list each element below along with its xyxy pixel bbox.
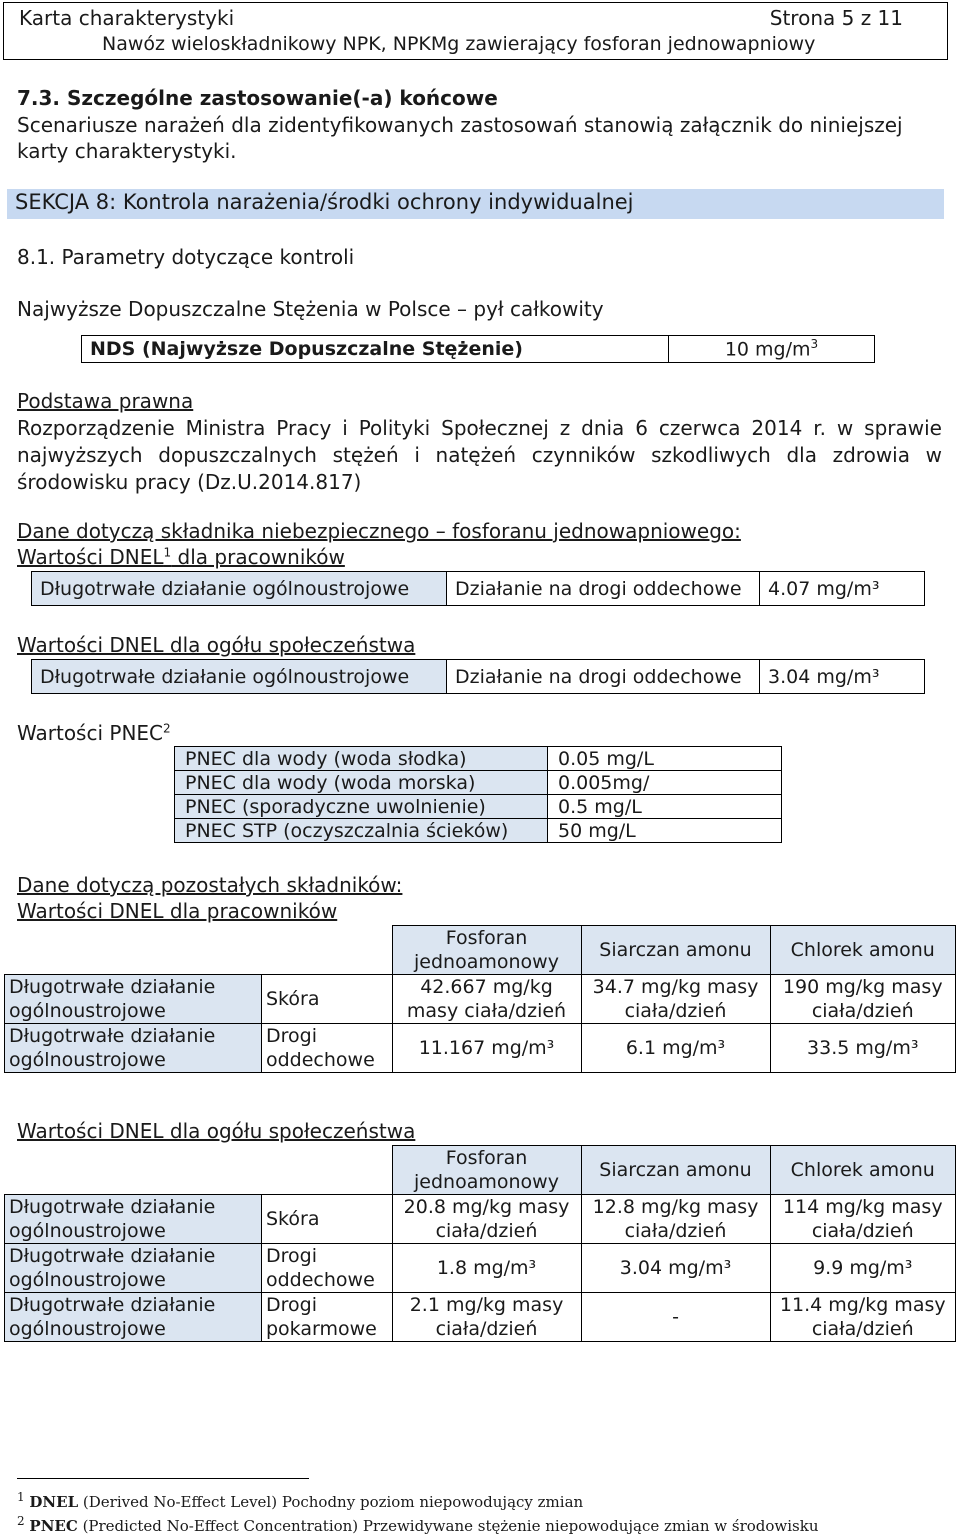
value-cell: 3.04 mg/m³ xyxy=(581,1244,770,1293)
effect-cell: Długotrwałe działanie ogólnoustrojowe xyxy=(5,1024,262,1073)
dnel-public-heading: Wartości DNEL dla ogółu społeczeństwa xyxy=(17,633,416,657)
hazardous-heading: Dane dotyczą składnika niebezpiecznego – fosforanu jednowapniowego: xyxy=(17,519,741,543)
dnel-workers-suffix: dla pracowników xyxy=(171,545,345,569)
pnec-label-cell: PNEC STP (oczyszczalnia ścieków) xyxy=(175,819,548,843)
nds-value-cell xyxy=(669,336,875,363)
table-row xyxy=(32,660,925,694)
footnote-2 xyxy=(17,1514,819,1535)
section-8-banner xyxy=(7,189,944,219)
effect-cell: Długotrwałe działanie ogólnoustrojowe xyxy=(5,1293,262,1342)
table-row xyxy=(175,747,782,771)
column-header: Siarczan amonu xyxy=(581,1146,770,1195)
route-cell: Skóra xyxy=(262,975,393,1024)
footnote-1 xyxy=(17,1490,583,1511)
value-cell: 114 mg/kg masy ciała/dzień xyxy=(770,1195,956,1244)
effect-cell: Długotrwałe działanie ogólnoustrojowe xyxy=(5,975,262,1024)
column-header: Fosforan jednoamonowy xyxy=(392,926,581,975)
pnec-value-cell: 0.005mg/ xyxy=(548,771,782,795)
section-8-title: SEKCJA 8: Kontrola narażenia/środki ochrony indywidualnej xyxy=(15,190,634,214)
value-cell: 11.167 mg/m³ xyxy=(392,1024,581,1073)
footnote-text: (Derived No-Effect Level) Pochodny poziom niepowodujący zmian xyxy=(78,1493,584,1511)
legal-basis-text: Rozporządzenie Ministra Pracy i Polityki Społecznej z dnia 6 czerwca 2014 r. w sprawie najwyższych dopuszczalnych stężeń i natężeń czynników szkodliwych dla zdrowia w środowisku pracy (Dz.U.2014.817) xyxy=(17,416,942,494)
value-cell: 6.1 mg/m³ xyxy=(581,1024,770,1073)
route-cell: Skóra xyxy=(262,1195,393,1244)
dnel-workers-heading xyxy=(17,545,345,569)
table-row xyxy=(5,1244,956,1293)
others-public-heading: Wartości DNEL dla ogółu społeczeństwa xyxy=(17,1119,416,1143)
footnote-number: 1 xyxy=(17,1490,25,1504)
table-header-row xyxy=(5,1146,956,1195)
value-cell: - xyxy=(581,1293,770,1342)
footnote-ref-2: 2 xyxy=(163,721,171,736)
nds-label: NDS (Najwyższe Dopuszczalne Stężenie) xyxy=(82,336,669,363)
column-header: Chlorek amonu xyxy=(770,1146,956,1195)
nds-sup: 3 xyxy=(810,337,819,352)
pnec-label-cell: PNEC dla wody (woda morska) xyxy=(175,771,548,795)
footnote-number: 2 xyxy=(17,1514,25,1528)
value-cell: 34.7 mg/kg masy ciała/dzień xyxy=(581,975,770,1024)
others-heading: Dane dotyczą pozostałych składników: xyxy=(17,873,403,897)
effect-cell: Długotrwałe działanie ogólnoustrojowe xyxy=(32,572,447,606)
pnec-value-cell: 0.5 mg/L xyxy=(548,795,782,819)
table-row xyxy=(5,1195,956,1244)
value-cell: 4.07 mg/m³ xyxy=(760,572,925,606)
value-cell: 190 mg/kg masy ciała/dzień xyxy=(770,975,956,1024)
route-cell: Drogi pokarmowe xyxy=(262,1293,393,1342)
doc-title: Karta charakterystyki xyxy=(19,6,235,30)
column-header: Siarczan amonu xyxy=(581,926,770,975)
pnec-value-cell: 50 mg/L xyxy=(548,819,782,843)
pnec-heading xyxy=(17,721,171,745)
table-row xyxy=(5,1024,956,1073)
nds-value: 10 mg/m xyxy=(724,338,811,361)
product-name: Nawóz wieloskładnikowy NPK, NPKMg zawierający fosforan jednowapniowy xyxy=(102,33,816,55)
table-row xyxy=(175,771,782,795)
value-cell: 42.667 mg/kg masy ciała/dzień xyxy=(392,975,581,1024)
footnote-abbr: DNEL xyxy=(29,1493,79,1511)
value-cell: 1.8 mg/m³ xyxy=(392,1244,581,1293)
section-7-3-heading: 7.3. Szczególne zastosowanie(-a) końcowe xyxy=(17,86,498,110)
section-8-1-heading: 8.1. Parametry dotyczące kontroli xyxy=(17,245,355,269)
table-row xyxy=(5,1293,956,1342)
value-cell: 2.1 mg/kg masy ciała/dzień xyxy=(392,1293,581,1342)
value-cell: 11.4 mg/kg masy ciała/dzień xyxy=(770,1293,956,1342)
page-header xyxy=(3,2,948,60)
nds-heading: Najwyższe Dopuszczalne Stężenia w Polsce – pył całkowity xyxy=(17,297,604,321)
nds-table xyxy=(81,335,875,363)
footnote-text: (Predicted No-Effect Concentration) Przewidywane stężenie niepowodujące zmian w środowisku xyxy=(77,1517,819,1535)
table-row xyxy=(175,795,782,819)
others-workers-heading: Wartości DNEL dla pracowników xyxy=(17,899,338,923)
route-cell: Drogi oddechowe xyxy=(262,1244,393,1293)
others-public-table xyxy=(4,1145,956,1342)
footnote-divider xyxy=(17,1478,309,1479)
table-row xyxy=(5,975,956,1024)
dnel-workers-label: Wartości DNEL xyxy=(17,545,164,569)
pnec-label: Wartości PNEC xyxy=(17,721,164,745)
table-header-row xyxy=(5,926,956,975)
footnote-abbr: PNEC xyxy=(29,1517,78,1535)
table-row xyxy=(32,572,925,606)
route-cell: Działanie na drogi oddechowe xyxy=(447,572,760,606)
section-7-3-text: Scenariusze narażeń dla zidentyfikowanych zastosowań stanowią załącznik do niniejszej karty charakterystyki. xyxy=(17,113,903,163)
pnec-table xyxy=(174,746,782,843)
value-cell: 33.5 mg/m³ xyxy=(770,1024,956,1073)
pnec-label-cell: PNEC dla wody (woda słodka) xyxy=(175,747,548,771)
page-number: Strona 5 z 11 xyxy=(769,6,903,30)
table-row xyxy=(175,819,782,843)
pnec-value-cell: 0.05 mg/L xyxy=(548,747,782,771)
value-cell: 3.04 mg/m³ xyxy=(760,660,925,694)
column-header: Chlorek amonu xyxy=(770,926,956,975)
dnel-public-table xyxy=(31,659,925,694)
value-cell: 9.9 mg/m³ xyxy=(770,1244,956,1293)
route-cell: Działanie na drogi oddechowe xyxy=(447,660,760,694)
legal-basis-label: Podstawa prawna xyxy=(17,389,194,413)
footnote-ref-1: 1 xyxy=(163,545,172,560)
column-header: Fosforan jednoamonowy xyxy=(392,1146,581,1195)
value-cell: 20.8 mg/kg masy ciała/dzień xyxy=(392,1195,581,1244)
pnec-label-cell: PNEC (sporadyczne uwolnienie) xyxy=(175,795,548,819)
effect-cell: Długotrwałe działanie ogólnoustrojowe xyxy=(5,1195,262,1244)
effect-cell: Długotrwałe działanie ogólnoustrojowe xyxy=(32,660,447,694)
others-workers-table xyxy=(4,925,956,1073)
dnel-workers-table xyxy=(31,571,925,606)
route-cell: Drogi oddechowe xyxy=(262,1024,393,1073)
effect-cell: Długotrwałe działanie ogólnoustrojowe xyxy=(5,1244,262,1293)
value-cell: 12.8 mg/kg masy ciała/dzień xyxy=(581,1195,770,1244)
